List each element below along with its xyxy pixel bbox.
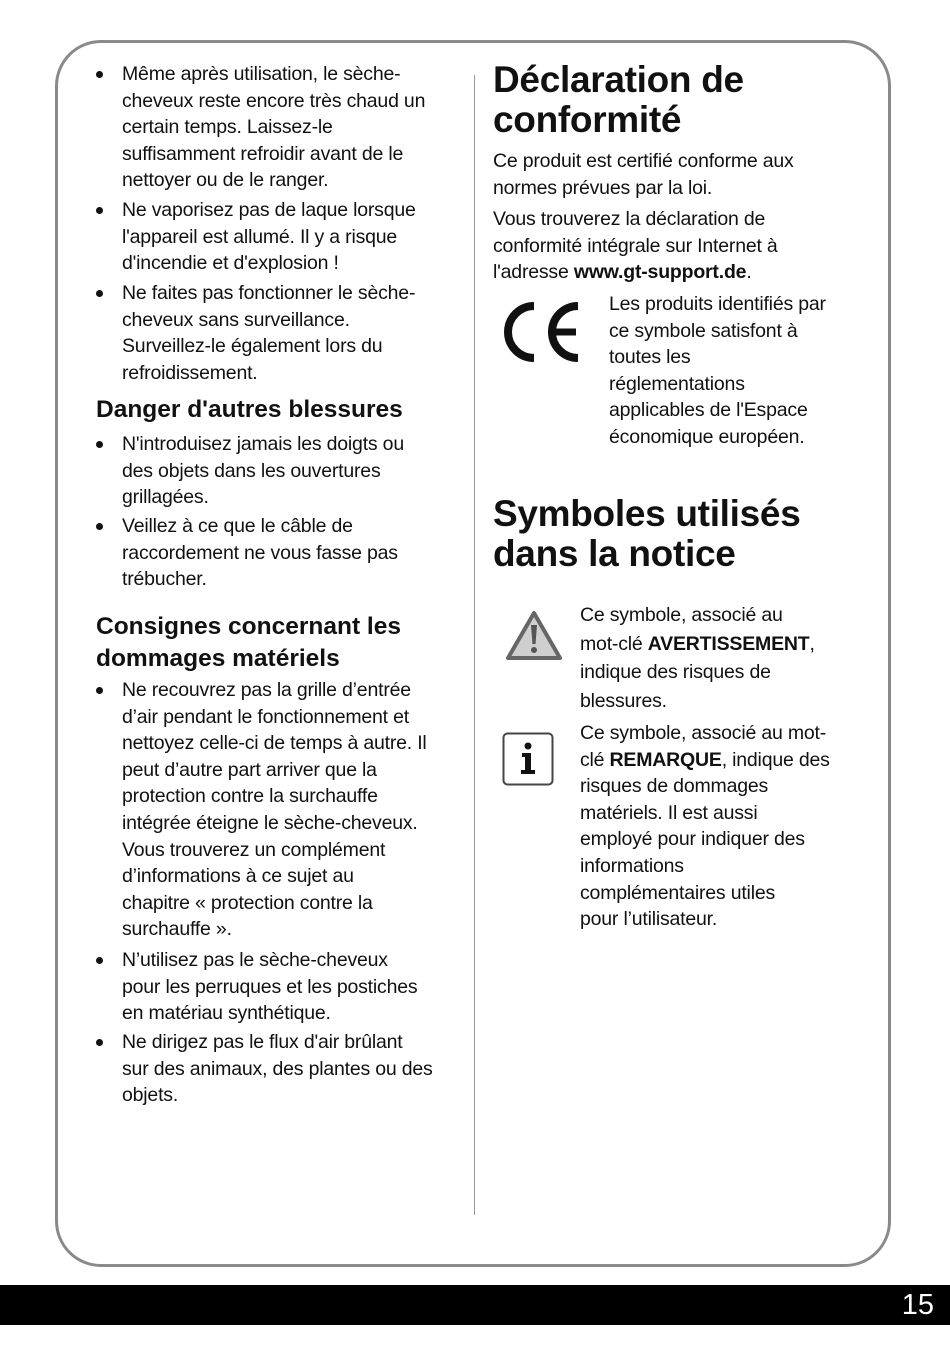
text-line: N’utilisez pas le sèche-cheveux [122,949,388,971]
title-symboles [493,494,800,574]
text-line: employé pour indiquer des [580,828,805,851]
list-item [122,677,427,943]
text-line: des objets dans les ouvertures [122,459,381,482]
text-line: Déclaration de [493,59,744,100]
text-line: d’informations à ce sujet au [122,865,354,888]
text-line: dommages matériels [96,645,340,672]
text-line: Veillez à ce que le câble de [122,515,353,537]
text-line: protection contre la surchauffe [122,785,378,808]
text-line: blessures. [580,689,667,712]
list-item [122,947,417,1027]
heading-consignes [96,611,401,675]
ce-description [609,291,826,451]
bullet-icon [96,1039,103,1046]
text-line: pour les perruques et les postiches [122,975,418,998]
bold-text: www.gt-support.de [573,261,747,284]
bullet-icon [96,957,103,964]
list-item [122,1029,433,1109]
text-line: risques de dommages [580,775,769,798]
text-line: N'introduisez jamais les doigts ou [122,433,404,455]
text-line: Symboles utilisés [493,493,801,534]
text-line: l'adresse www.gt-support.de. [493,261,752,284]
text-line: certain temps. Laissez-le [122,116,333,139]
text-line: conformité [493,99,682,140]
text-line: dans la notice [493,533,736,574]
text-line: nettoyez celle-ci de temps à autre. Il [122,732,427,755]
info-description [580,720,830,933]
page-number: 15 [901,1289,934,1321]
text-line: cheveux reste encore très chaud un [122,89,426,112]
info-icon [502,732,554,786]
text-line: économique européen. [609,425,805,448]
ce-mark-icon [498,300,582,364]
list-item-text [122,513,398,593]
text-line: conformité intégrale sur Internet à [493,234,778,257]
text-line: indique des risques de [580,661,771,683]
text-line: Les produits identifiés par [609,293,826,315]
text-line: complémentaires utiles [580,881,776,904]
text-line: trébucher. [122,568,207,591]
list-item-text [122,61,425,194]
text-line: grillagées. [122,486,209,509]
text-line: raccordement ne vous fasse pas [122,541,398,564]
list-item [122,431,404,511]
text-line: Ne recouvrez pas la grille d’entrée [122,679,411,701]
title-declaration [493,60,744,140]
heading-danger: Danger d'autres blessures [96,396,403,423]
text-line: en matériau synthétique. [122,1002,331,1025]
list-item-text [122,677,427,943]
text-line: applicables de l'Espace [609,399,808,422]
text-line: informations [580,854,684,877]
bullet-icon [96,523,103,530]
text-line: Ne faites pas fonctionner le sèche- [122,282,416,304]
list-item [122,280,415,386]
text-line: Consignes concernant les [96,613,401,640]
column-divider [474,75,475,1215]
list-item [122,513,398,593]
bullet-icon [96,71,103,78]
list-item-text [122,1029,433,1109]
bullet-icon [96,207,103,214]
text-line: peut d’autre part arriver que la [122,758,377,781]
text-line: Ne dirigez pas le flux d'air brûlant [122,1031,403,1053]
text-line: Ce symbole, associé au [580,604,783,626]
text-line: Surveillez-le également lors du [122,335,383,358]
list-item-text [122,947,417,1027]
text-line: surchauffe ». [122,918,232,941]
list-item-text [122,431,404,511]
text-line: refroidissement. [122,361,258,384]
text-line: d’air pendant le fonctionnement et [122,705,409,728]
bullet-icon [96,290,103,297]
list-item-text [122,197,416,277]
list-item [122,61,425,194]
text-line: objets. [122,1084,179,1107]
text-line: suffisamment refroidir avant de le [122,142,404,165]
bold-text: AVERTISSEMENT [647,632,810,655]
text-line: clé REMARQUE, indique des [580,748,830,771]
bold-text: REMARQUE [609,748,722,771]
text-line: toutes les [609,346,691,369]
text-line: ce symbole satisfont à [609,319,798,342]
text-line: Ne vaporisez pas de laque lorsque [122,199,416,221]
bullet-icon [96,441,103,448]
text-line: Ce produit est certifié conforme aux [493,150,794,172]
warning-icon [505,610,563,662]
bullet-icon [96,687,103,694]
text-line: l'appareil est allumé. Il y a risque [122,225,398,248]
text-line: chapitre « protection contre la [122,891,373,914]
text-line: intégrée éteigne le sèche-cheveux. [122,811,418,834]
text-line: Même après utilisation, le sèche- [122,63,401,85]
text-line: pour l’utilisateur. [580,908,718,931]
text-line: normes prévues par la loi. [493,176,713,199]
text-line: nettoyer ou de le ranger. [122,169,329,192]
text-line: cheveux sans surveillance. [122,308,350,331]
text-line: sur des animaux, des plantes ou des [122,1057,433,1080]
text-line: matériels. Il est aussi [580,801,758,824]
warning-description [580,601,815,715]
list-item [122,197,416,277]
text-line: Ce symbole, associé au mot- [580,722,827,744]
text-line: Vous trouverez un complément [122,838,386,861]
text-line: d'incendie et d'explosion ! [122,252,339,275]
paragraph [493,148,794,201]
text-line: Vous trouverez la déclaration de [493,208,766,230]
list-item-text [122,280,415,386]
footer-bar [0,1285,950,1325]
paragraph [493,206,778,286]
text-line: réglementations [609,372,745,395]
text-line: mot-clé AVERTISSEMENT, [580,632,815,655]
